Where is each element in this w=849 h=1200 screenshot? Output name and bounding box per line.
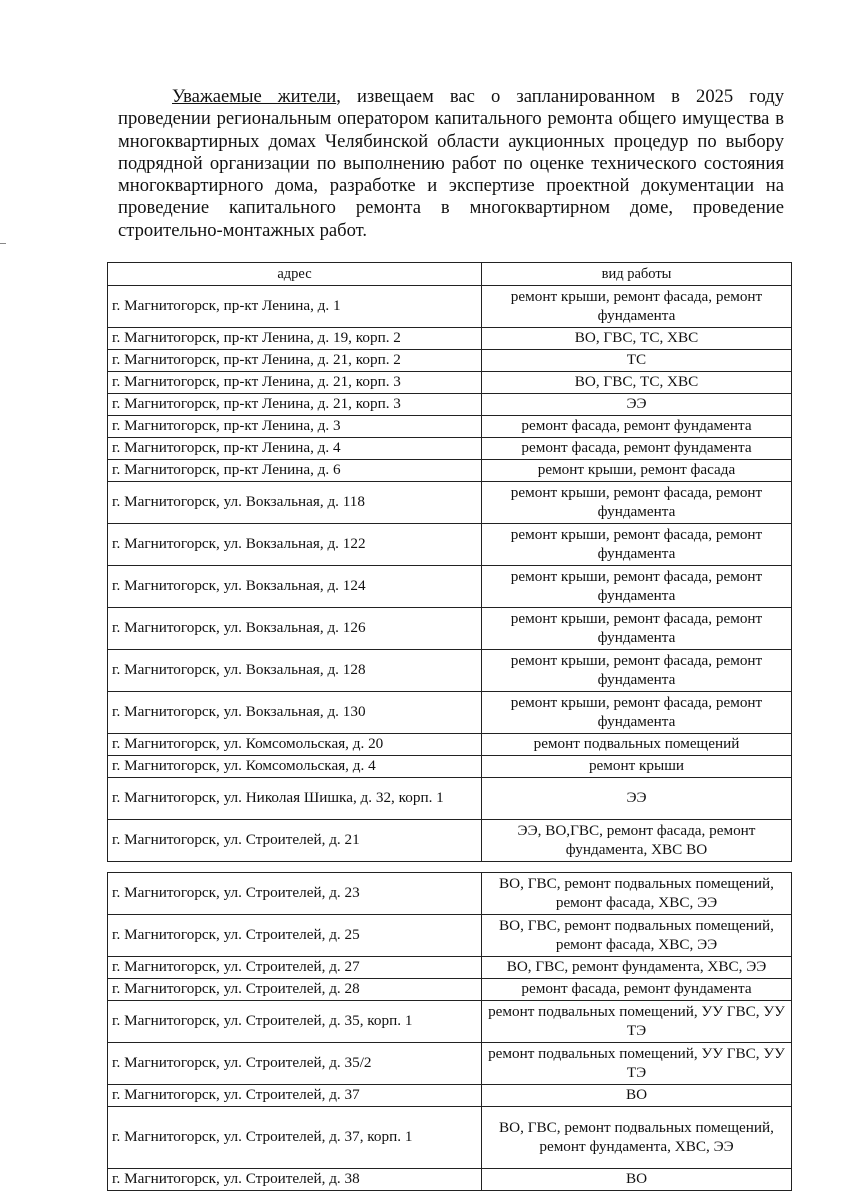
work-type-cell: ремонт крыши bbox=[482, 756, 792, 778]
scan-edge-mark bbox=[0, 243, 6, 244]
table-row bbox=[108, 608, 792, 650]
address-cell: г. Магнитогорск, ул. Вокзальная, д. 126 bbox=[108, 608, 482, 650]
work-type-cell: ремонт крыши, ремонт фасада, ремонт фундамента bbox=[482, 482, 792, 524]
address-cell: г. Магнитогорск, ул. Строителей, д. 21 bbox=[108, 820, 482, 862]
address-cell: г. Магнитогорск, ул. Вокзальная, д. 118 bbox=[108, 482, 482, 524]
table-row bbox=[108, 734, 792, 756]
address-cell: г. Магнитогорск, ул. Строителей, д. 25 bbox=[108, 915, 482, 957]
address-cell: г. Магнитогорск, ул. Николая Шишка, д. 32, корп. 1 bbox=[108, 778, 482, 820]
table-row bbox=[108, 482, 792, 524]
work-type-cell: ремонт крыши, ремонт фасада, ремонт фундамента bbox=[482, 608, 792, 650]
work-type-cell: ремонт крыши, ремонт фасада, ремонт фундамента bbox=[482, 650, 792, 692]
table-row bbox=[108, 979, 792, 1001]
table-row bbox=[108, 328, 792, 350]
work-type-cell: ремонт крыши, ремонт фасада, ремонт фундамента bbox=[482, 566, 792, 608]
address-cell: г. Магнитогорск, ул. Вокзальная, д. 130 bbox=[108, 692, 482, 734]
work-type-cell: ВО, ГВС, ремонт подвальных помещений, ремонт фасада, ХВС, ЭЭ bbox=[482, 873, 792, 915]
address-cell: г. Магнитогорск, ул. Строителей, д. 37, корп. 1 bbox=[108, 1107, 482, 1169]
table-body bbox=[108, 286, 792, 1191]
address-cell: г. Магнитогорск, ул. Строителей, д. 23 bbox=[108, 873, 482, 915]
work-type-cell: ремонт фасада, ремонт фундамента bbox=[482, 438, 792, 460]
address-cell: г. Магнитогорск, пр-кт Ленина, д. 21, корп. 2 bbox=[108, 350, 482, 372]
table-row bbox=[108, 1043, 792, 1085]
work-type-cell: ремонт крыши, ремонт фасада, ремонт фундамента bbox=[482, 692, 792, 734]
table-row bbox=[108, 372, 792, 394]
address-cell: г. Магнитогорск, ул. Строителей, д. 37 bbox=[108, 1085, 482, 1107]
work-type-cell: ВО bbox=[482, 1085, 792, 1107]
table-row bbox=[108, 820, 792, 862]
table-row bbox=[108, 915, 792, 957]
table-header-row bbox=[108, 263, 792, 286]
work-type-cell: ЭЭ bbox=[482, 778, 792, 820]
work-type-cell: ремонт фасада, ремонт фундамента bbox=[482, 416, 792, 438]
page-break-gap bbox=[108, 862, 792, 873]
work-type-cell: ВО, ГВС, ремонт подвальных помещений, ремонт фасада, ХВС, ЭЭ bbox=[482, 915, 792, 957]
work-type-cell: ремонт подвальных помещений bbox=[482, 734, 792, 756]
table-row bbox=[108, 778, 792, 820]
table-row bbox=[108, 1085, 792, 1107]
work-type-cell: ЭЭ, ВО,ГВС, ремонт фасада, ремонт фундамента, ХВС ВО bbox=[482, 820, 792, 862]
work-type-cell: ВО, ГВС, ремонт фундамента, ХВС, ЭЭ bbox=[482, 957, 792, 979]
addresses-table bbox=[107, 262, 792, 1191]
address-cell: г. Магнитогорск, ул. Строителей, д. 38 bbox=[108, 1169, 482, 1191]
address-cell: г. Магнитогорск, пр-кт Ленина, д. 4 bbox=[108, 438, 482, 460]
table-row bbox=[108, 566, 792, 608]
table-row bbox=[108, 394, 792, 416]
address-cell: г. Магнитогорск, ул. Вокзальная, д. 122 bbox=[108, 524, 482, 566]
work-type-cell: ВО, ГВС, ТС, ХВС bbox=[482, 328, 792, 350]
table-row bbox=[108, 460, 792, 482]
address-cell: г. Магнитогорск, ул. Вокзальная, д. 128 bbox=[108, 650, 482, 692]
table-row bbox=[108, 650, 792, 692]
table-row bbox=[108, 438, 792, 460]
work-type-cell: ремонт крыши, ремонт фасада bbox=[482, 460, 792, 482]
address-cell: г. Магнитогорск, пр-кт Ленина, д. 19, корп. 2 bbox=[108, 328, 482, 350]
work-type-cell: ВО bbox=[482, 1169, 792, 1191]
table-row bbox=[108, 350, 792, 372]
address-cell: г. Магнитогорск, ул. Строителей, д. 28 bbox=[108, 979, 482, 1001]
address-cell: г. Магнитогорск, пр-кт Ленина, д. 6 bbox=[108, 460, 482, 482]
intro-paragraph bbox=[118, 86, 784, 242]
address-cell: г. Магнитогорск, ул. Строителей, д. 35/2 bbox=[108, 1043, 482, 1085]
work-type-cell: ремонт крыши, ремонт фасада, ремонт фундамента bbox=[482, 524, 792, 566]
address-cell: г. Магнитогорск, ул. Комсомольская, д. 20 bbox=[108, 734, 482, 756]
address-cell: г. Магнитогорск, пр-кт Ленина, д. 21, корп. 3 bbox=[108, 372, 482, 394]
table-row bbox=[108, 873, 792, 915]
work-type-cell: ТС bbox=[482, 350, 792, 372]
table-row bbox=[108, 1001, 792, 1043]
work-type-cell: ремонт крыши, ремонт фасада, ремонт фундамента bbox=[482, 286, 792, 328]
work-type-cell: ВО, ГВС, ремонт подвальных помещений, ремонт фундамента, ХВС, ЭЭ bbox=[482, 1107, 792, 1169]
table-row bbox=[108, 1169, 792, 1191]
table-row bbox=[108, 286, 792, 328]
address-cell: г. Магнитогорск, пр-кт Ленина, д. 3 bbox=[108, 416, 482, 438]
address-cell: г. Магнитогорск, ул. Строителей, д. 27 bbox=[108, 957, 482, 979]
table-row bbox=[108, 957, 792, 979]
work-type-cell: ВО, ГВС, ТС, ХВС bbox=[482, 372, 792, 394]
address-cell: г. Магнитогорск, пр-кт Ленина, д. 21, корп. 3 bbox=[108, 394, 482, 416]
table-row bbox=[108, 416, 792, 438]
intro-text: , извещаем вас о запланированном в 2025 году проведении региональным оператором капитального ремонта общего имущества в многоквартирных домах Челябинской области аукционных процедур по выбору подрядной организации по выполнению работ по оценке технического состояния многоквартирного дома, разработке и экспертизе проектной документации на проведение капитального ремонта в многоквартирном доме, проведение строительно-монтажных работ. bbox=[118, 86, 784, 241]
address-cell: г. Магнитогорск, пр-кт Ленина, д. 1 bbox=[108, 286, 482, 328]
page-break-cell bbox=[108, 862, 792, 873]
address-cell: г. Магнитогорск, ул. Строителей, д. 35, корп. 1 bbox=[108, 1001, 482, 1043]
table-row bbox=[108, 524, 792, 566]
intro-salutation: Уважаемые жители bbox=[172, 86, 337, 107]
table-row bbox=[108, 1107, 792, 1169]
work-type-cell: ремонт подвальных помещений, УУ ГВС, УУ ТЭ bbox=[482, 1043, 792, 1085]
work-type-cell: ремонт подвальных помещений, УУ ГВС, УУ ТЭ bbox=[482, 1001, 792, 1043]
work-type-cell: ремонт фасада, ремонт фундамента bbox=[482, 979, 792, 1001]
table-row bbox=[108, 692, 792, 734]
table-row bbox=[108, 756, 792, 778]
header-address: адрес bbox=[108, 263, 482, 286]
work-type-cell: ЭЭ bbox=[482, 394, 792, 416]
address-cell: г. Магнитогорск, ул. Вокзальная, д. 124 bbox=[108, 566, 482, 608]
address-cell: г. Магнитогорск, ул. Комсомольская, д. 4 bbox=[108, 756, 482, 778]
header-work-type: вид работы bbox=[482, 263, 792, 286]
